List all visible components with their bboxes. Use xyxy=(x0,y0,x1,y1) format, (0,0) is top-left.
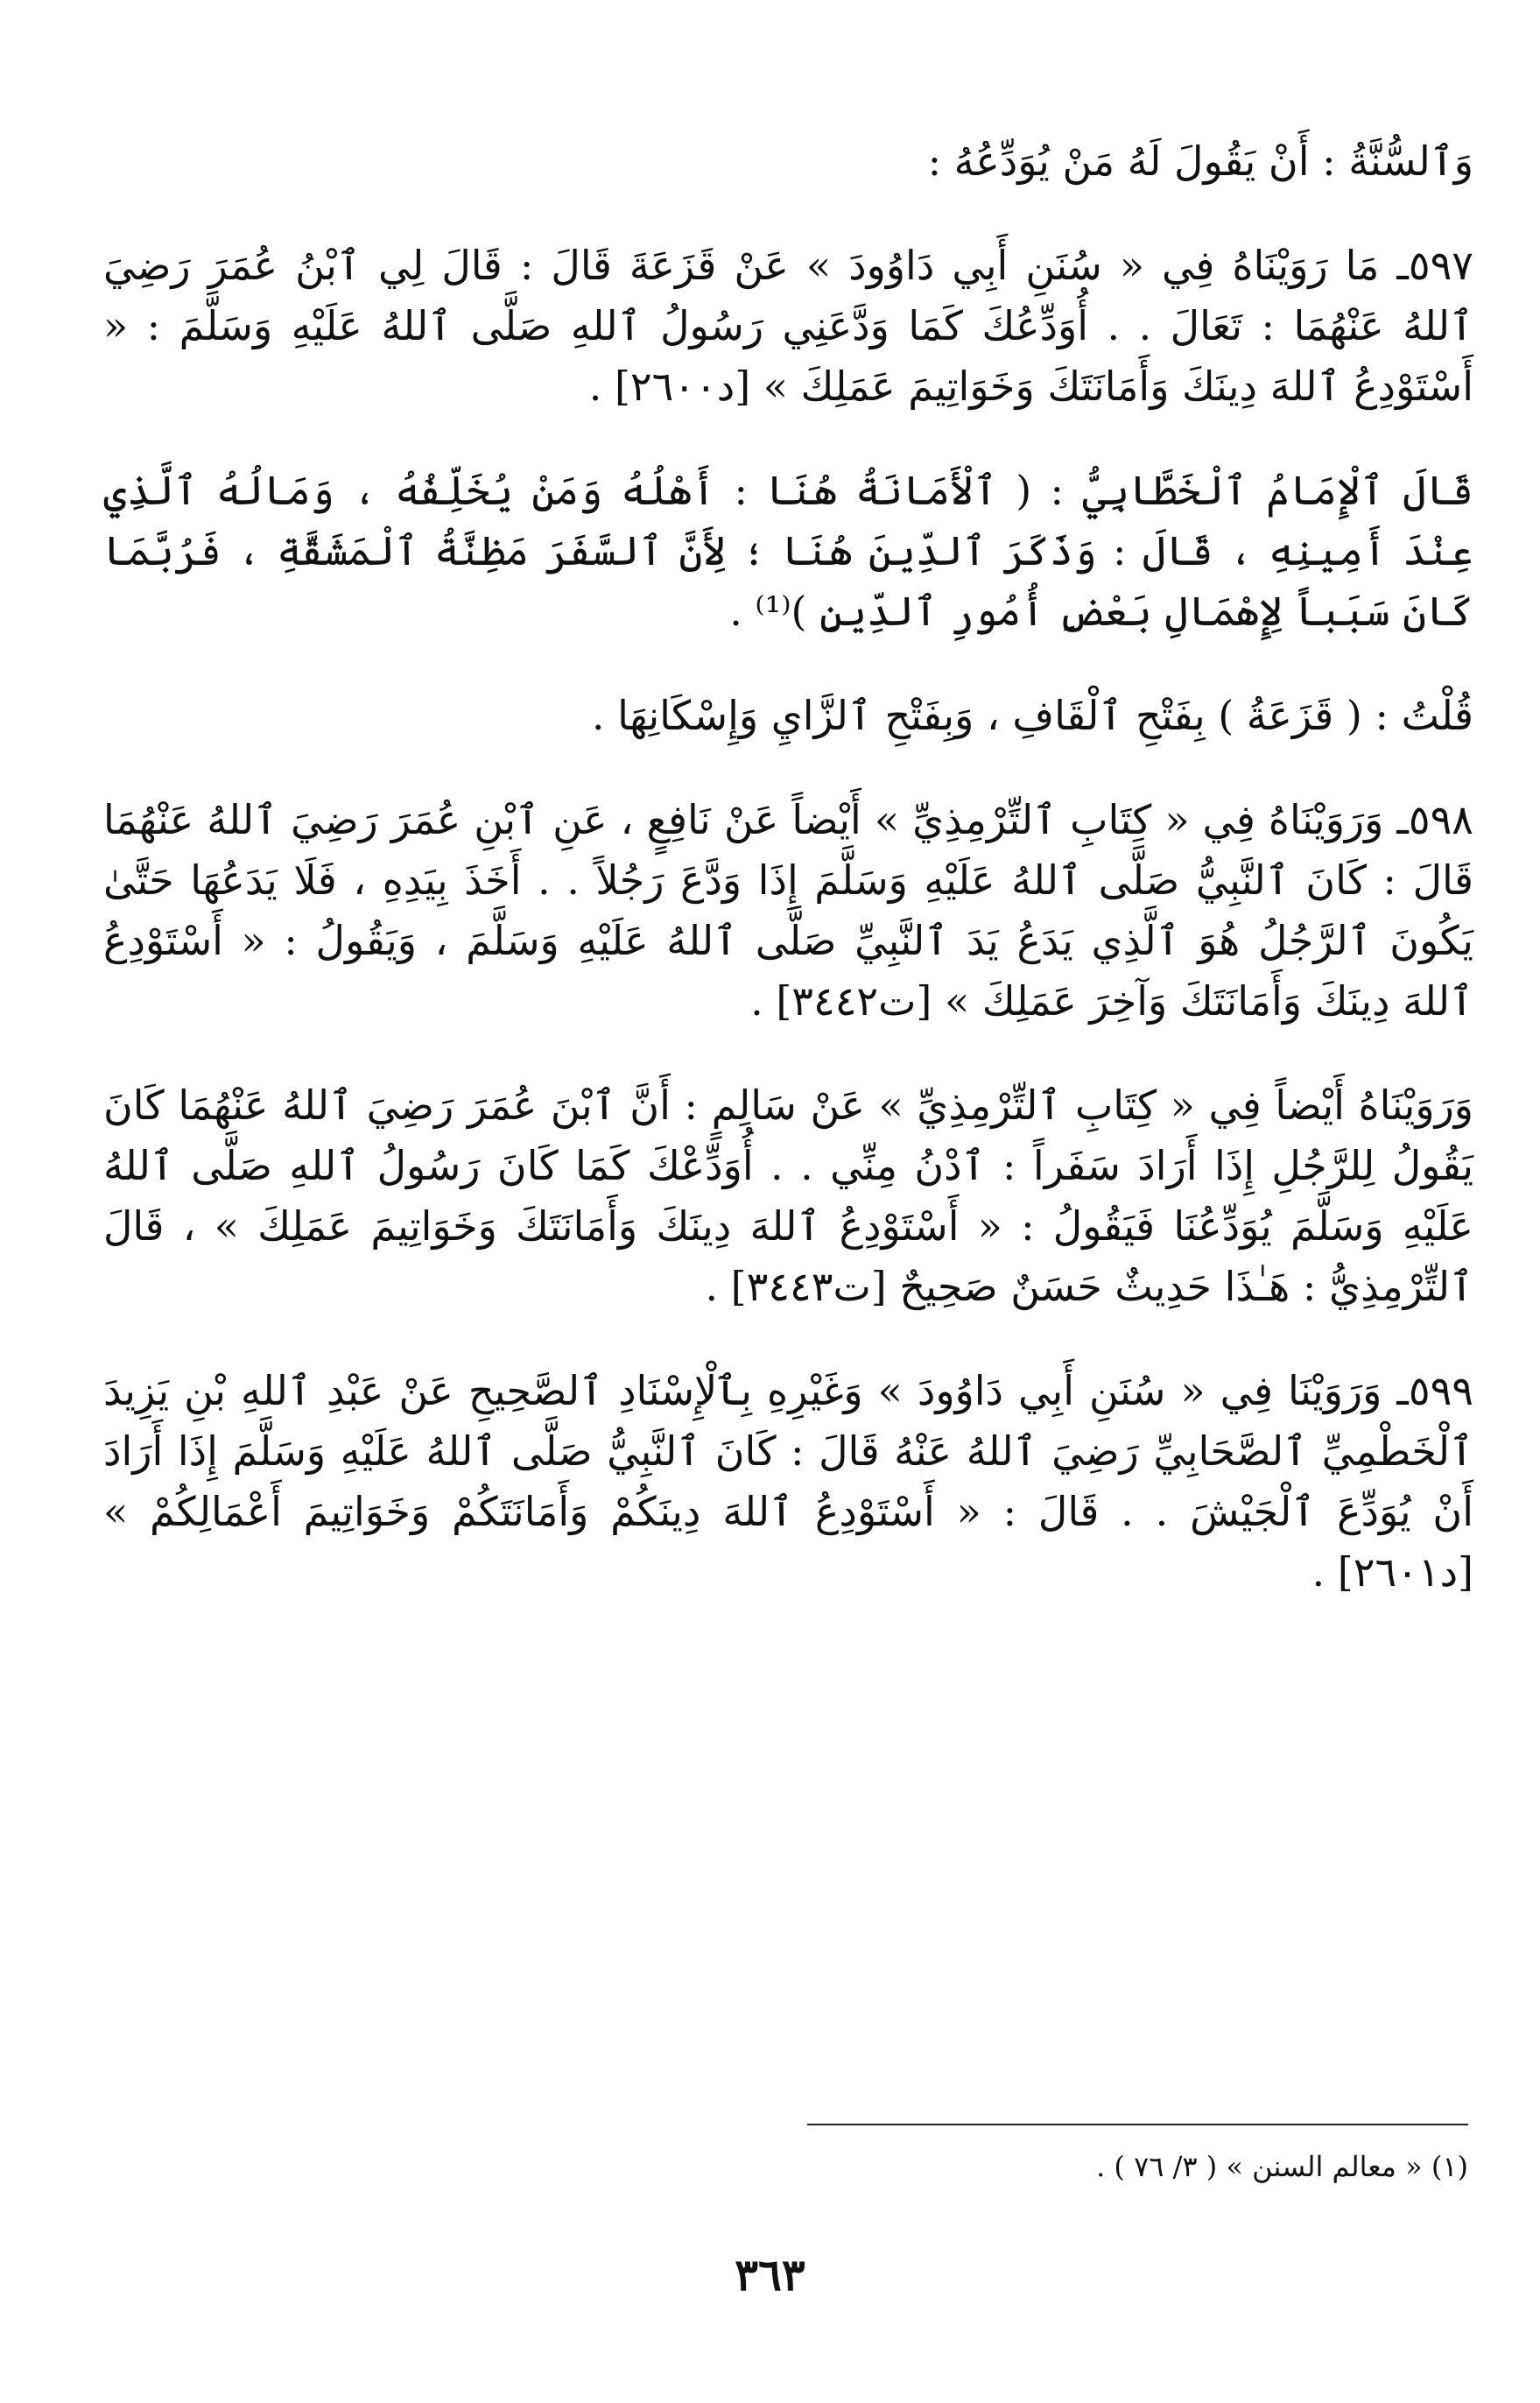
paragraph-tirmidhi-salim: وَرَوَيْنَاهُ أَيْضاً فِي « كِتَابِ ٱلتِّرْمِذِيِّ » عَنْ سَالِمٍ : أَنَّ ٱبْنَ عُمَرَ رَضِيَ ٱللهُ عَنْهُمَا كَانَ يَقُولُ لِلرَّجُلِ إِذَا أَرَادَ سَفَراً : ٱدْنُ مِنِّي . . أُوَدِّعْكَ كَمَا كَانَ رَسُولُ ٱللهِ صَلَّى ٱللهُ عَلَيْهِ وَسَلَّمَ يُوَدِّعُنَا فَيَقُولُ : « أَسْتَوْدِعُ ٱللهَ دِينَكَ وَأَمَانَتَكَ وَخَوَاتِيمَ عَمَلِكَ » ، قَالَ ٱلتِّرْمِذِيُّ : هَـٰذَا حَدِيثٌ حَسَنٌ صَحِيحٌ [ت٣٤٤٣] . xyxy=(103,1082,1473,1310)
page-number: ٣٦٣ xyxy=(735,2249,805,2301)
footnote: (١) « معالم السنن » ( ٣/ ٧٦ ) . xyxy=(1096,2150,1468,2183)
paragraph-khattabi-commentary: قَالَ ٱلْإِمَامُ ٱلْخَطَّابِيُّ : ( ٱلْأَمَانَةُ هُنَا : أَهْلُهُ وَمَنْ يُخَلِّفُهُ ، وَمَالُهُ ٱلَّذِي عِنْدَ أَمِينِهِ ، قَالَ : وَذَكَرَ ٱلدِّينَ هُنَا ؛ لِأَنَّ ٱلسَّفَرَ مَظِنَّةُ ٱلْمَشَقَّةِ ، فَرُبَّمَا كَانَ سَبَباً لِإِهْمَالِ بَعْضِ أُمُورِ ٱلدِّينِ )⁽¹⁾ . xyxy=(103,467,1473,635)
paragraph-intro: وَٱلسُّنَّةُ : أَنْ يَقُولَ لَهُ مَنْ يُوَدِّعُهُ : xyxy=(927,137,1473,185)
footnote-divider xyxy=(807,2124,1468,2125)
paragraph-hadith-599: ٥٩٩ـ وَرَوَيْنَا فِي « سُنَنِ أَبِي دَاوُودَ » وَغَيْرِهِ بِٱلْإِسْنَادِ ٱلصَّحِيحِ عَنْ عَبْدِ ٱللهِ بْنِ يَزِيدَ ٱلْخَطْمِيِّ ٱلصَّحَابِيِّ رَضِيَ ٱللهُ عَنْهُ قَالَ : كَانَ ٱلنَّبِيُّ صَلَّى ٱللهُ عَلَيْهِ وَسَلَّمَ إِذَا أَرَادَ أَنْ يُوَدِّعَ ٱلْجَيْشَ . . قَالَ : « أَسْتَوْدِعُ ٱللهَ دِينَكُمْ وَأَمَانَتَكُمْ وَخَوَاتِيمَ أَعْمَالِكُمْ » [د٢٦٠١] . xyxy=(103,1367,1473,1596)
paragraph-hadith-598: ٥٩٨ـ وَرَوَيْنَاهُ فِي « كِتَابِ ٱلتِّرْمِذِيِّ » أَيْضاً عَنْ نَافِعٍ ، عَنِ ٱبْنِ عُمَرَ رَضِيَ ٱللهُ عَنْهُمَا قَالَ : كَانَ ٱلنَّبِيُّ صَلَّى ٱللهُ عَلَيْهِ وَسَلَّمَ إِذَا وَدَّعَ رَجُلاً . . أَخَذَ بِيَدِهِ ، فَلَا يَدَعُهَا حَتَّىٰ يَكُونَ ٱلرَّجُلُ هُوَ ٱلَّذِي يَدَعُ يَدَ ٱلنَّبِيِّ صَلَّى ٱللهُ عَلَيْهِ وَسَلَّمَ ، وَيَقُولُ : « أَسْتَوْدِعُ ٱللهَ دِينَكَ وَأَمَانَتَكَ وَآخِرَ عَمَلِكَ » [ت٣٤٤٢] . xyxy=(103,796,1473,1025)
paragraph-author-note: قُلْتُ : ( قَزَعَةُ ) بِفَتْحِ ٱلْقَافِ ، وَبِفَتْحِ ٱلزَّايِ وَإِسْكَانِهَا . xyxy=(591,692,1473,739)
page-body xyxy=(103,131,1473,1603)
paragraph-hadith-597: ٥٩٧ـ مَا رَوَيْنَاهُ فِي « سُنَنِ أَبِي دَاوُودَ » عَنْ قَزَعَةَ قَالَ : قَالَ لِي ٱبْنُ عُمَرَ رَضِيَ ٱللهُ عَنْهُمَا : تَعَالَ . . أُوَدِّعُكَ كَمَا وَدَّعَنِي رَسُولُ ٱللهِ صَلَّى ٱللهُ عَلَيْهِ وَسَلَّمَ : « أَسْتَوْدِعُ ٱللهَ دِينَكَ وَأَمَانَتَكَ وَخَوَاتِيمَ عَمَلِكَ » [د٢٦٠٠] . xyxy=(103,242,1473,410)
